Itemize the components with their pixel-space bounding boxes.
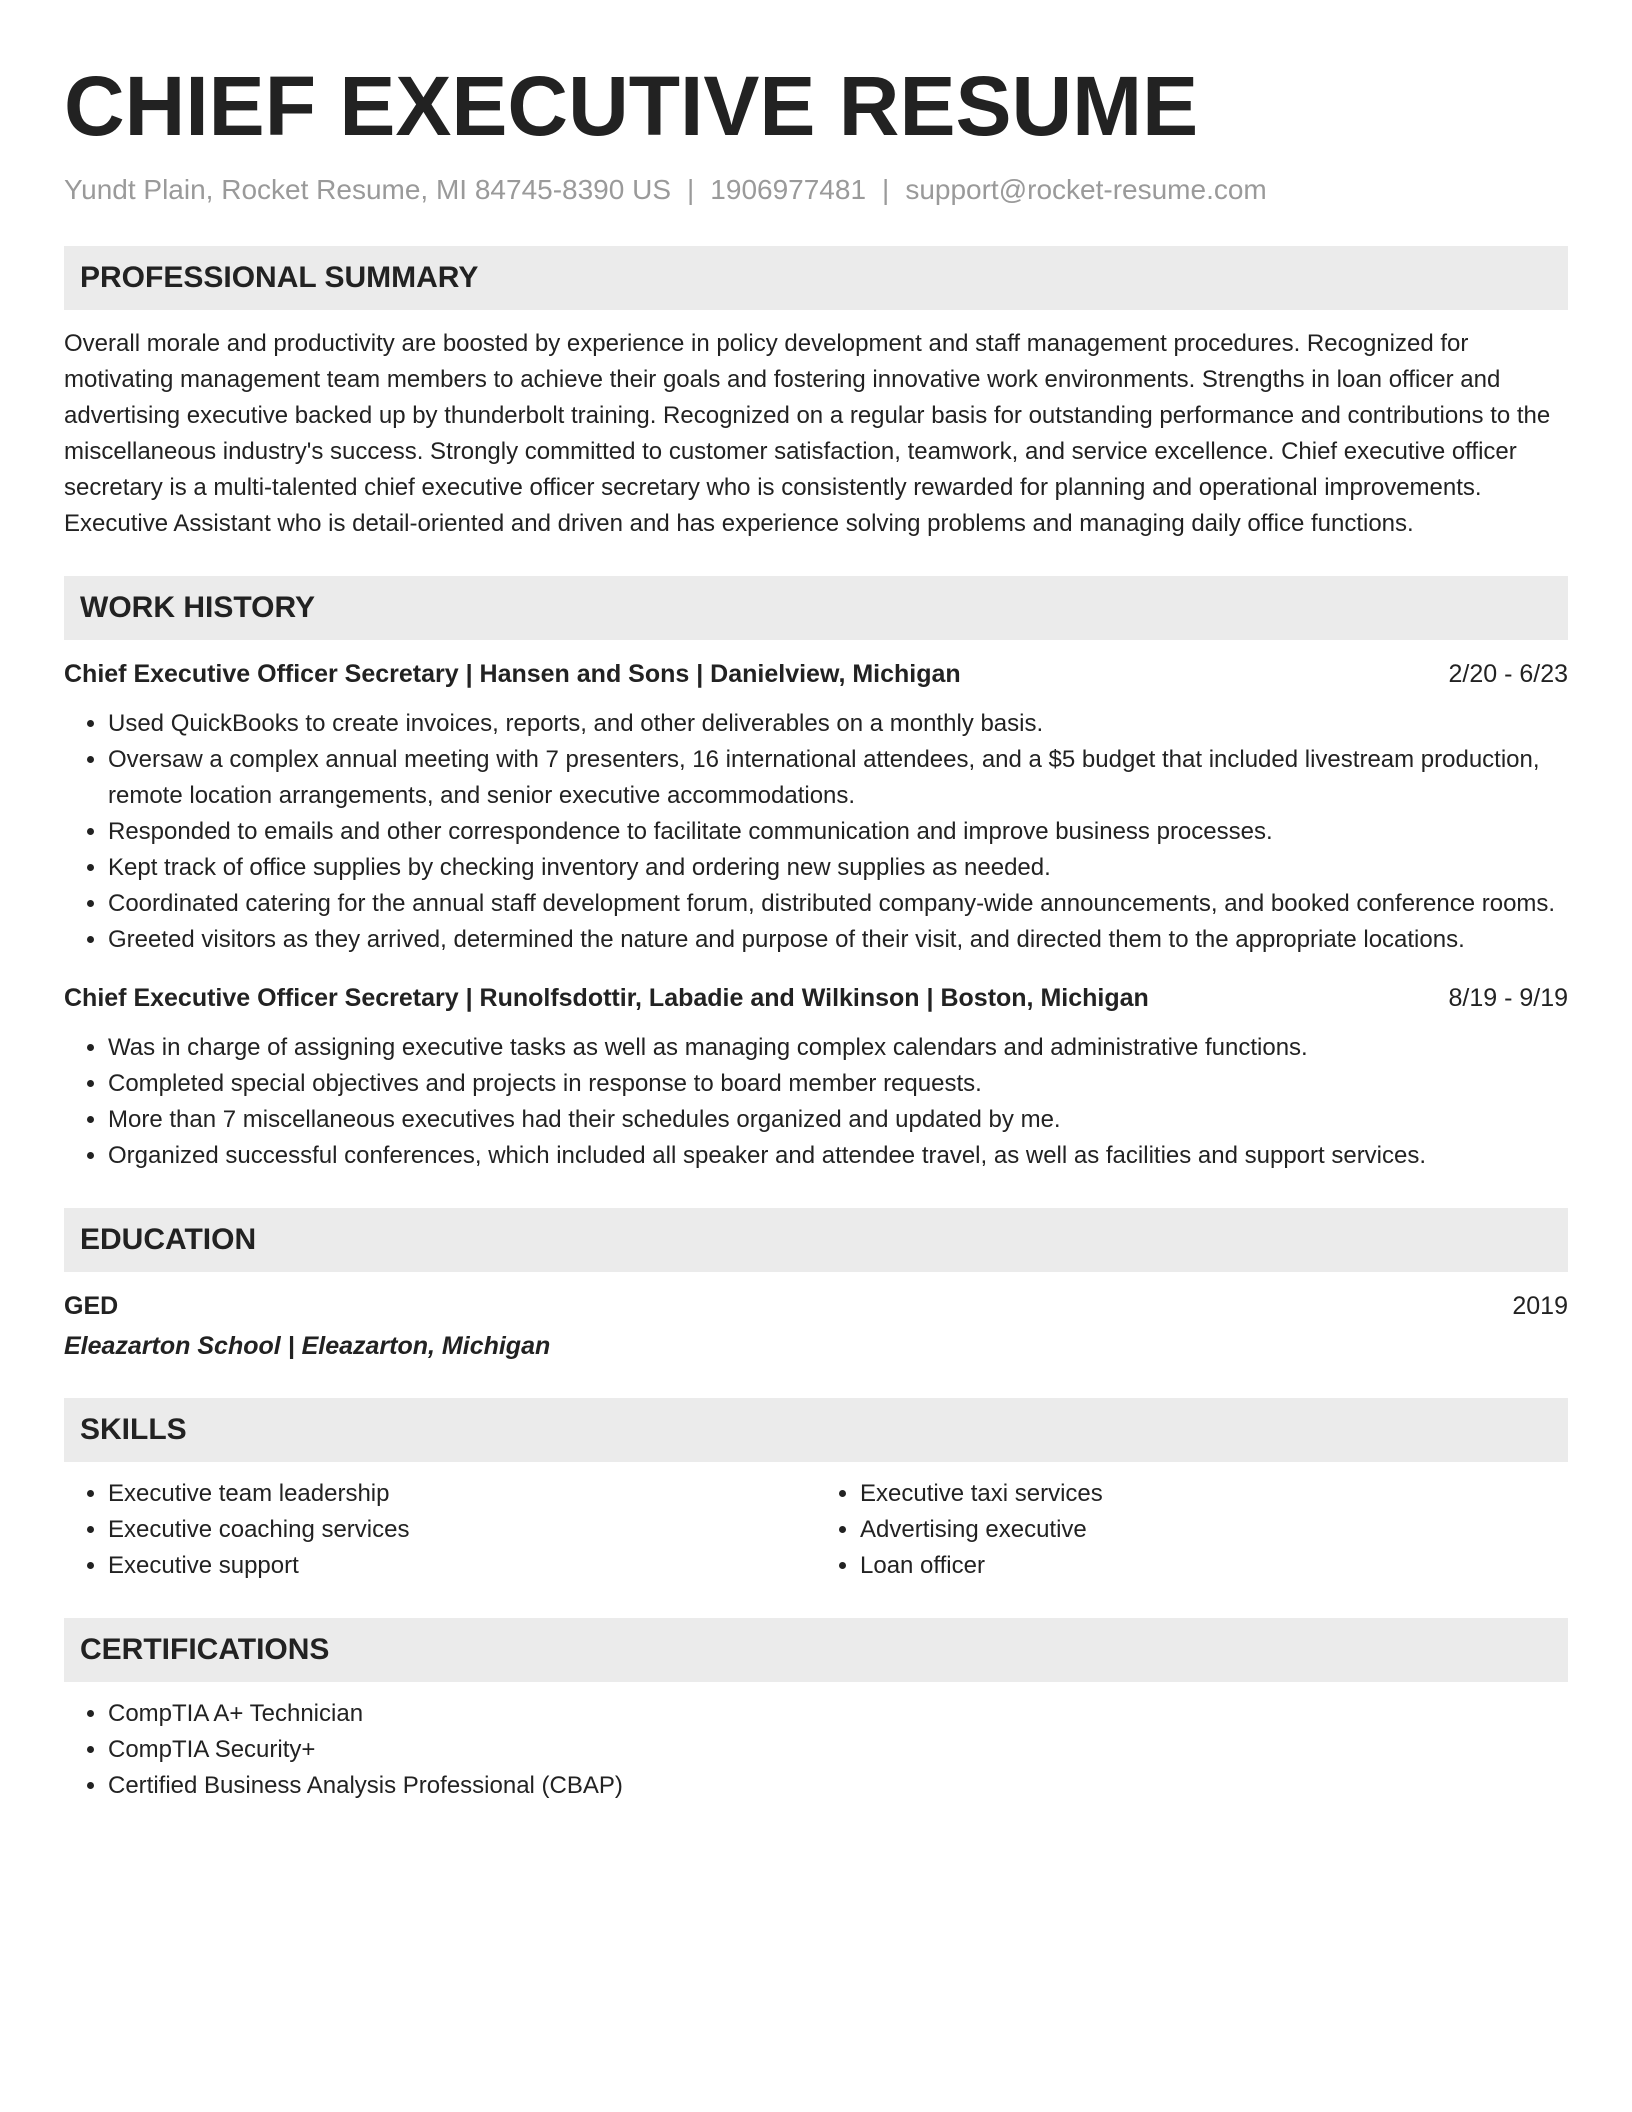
job-entry [64, 980, 1568, 1174]
skills-heading: SKILLS [64, 1398, 1568, 1462]
address-text: Yundt Plain, Rocket Resume, MI 84745-8390 US [64, 174, 672, 205]
contact-separator: | [687, 174, 695, 205]
job-bullet: • Completed special objectives and projects in response to board member requests. [108, 1066, 1568, 1102]
skills-grid [64, 1476, 1568, 1584]
skill-item: • Executive team leadership [108, 1476, 816, 1512]
job-bullet: • Was in charge of assigning executive tasks as well as managing complex calendars and administrative functions. [108, 1030, 1568, 1066]
job-bullet: • Oversaw a complex annual meeting with 7 presenters, 16 international attendees, and a $5 budget that included livestream production, remote location arrangements, and senior executive accommodations. [108, 742, 1568, 814]
job-entry [64, 656, 1568, 958]
job-title: Chief Executive Officer Secretary | Hansen and Sons | Danielview, Michigan [64, 660, 961, 688]
contact-separator: | [882, 174, 890, 205]
skills-column [64, 1476, 816, 1584]
job-header [64, 656, 1568, 692]
summary-heading: PROFESSIONAL SUMMARY [64, 246, 1568, 310]
certification-item: • Certified Business Analysis Professional (CBAP) [108, 1768, 1568, 1804]
skills-column [816, 1476, 1568, 1584]
certifications-heading: CERTIFICATIONS [64, 1618, 1568, 1682]
education-school: Eleazarton School | Eleazarton, Michigan [64, 1332, 551, 1360]
work-history-heading: WORK HISTORY [64, 576, 1568, 640]
job-bullet: • Kept track of office supplies by checking inventory and ordering new supplies as needed. [108, 850, 1568, 886]
job-dates: 8/19 - 9/19 [1448, 984, 1568, 1012]
certifications-list [64, 1696, 1568, 1804]
skill-item: • Executive support [108, 1548, 816, 1584]
job-title: Chief Executive Officer Secretary | Runolfsdottir, Labadie and Wilkinson | Boston, Michigan [64, 984, 1149, 1012]
phone-text: 1906977481 [710, 174, 867, 205]
skill-item: • Loan officer [860, 1548, 1568, 1584]
job-bullet: • Greeted visitors as they arrived, determined the nature and purpose of their visit, and directed them to the appropriate locations. [108, 922, 1568, 958]
contact-line [64, 170, 1568, 210]
skill-item: • Advertising executive [860, 1512, 1568, 1548]
education-degree: GED [64, 1292, 119, 1320]
job-bullet: • Responded to emails and other correspondence to facilitate communication and improve business processes. [108, 814, 1568, 850]
certification-item: • CompTIA Security+ [108, 1732, 1568, 1768]
education-header [64, 1288, 1568, 1324]
job-bullet: • More than 7 miscellaneous executives had their schedules organized and updated by me. [108, 1102, 1568, 1138]
job-header [64, 980, 1568, 1016]
summary-text: Overall morale and productivity are boosted by experience in policy development and staff management procedures. Recognized for motivating management team members to achieve their goals and fostering innovative work environments. Strengths in loan officer and advertising executive backed up by thunderbolt training. Recognized on a regular basis for outstanding performance and contributions to the miscellaneous industry's success. Strongly committed to customer satisfaction, teamwork, and service excellence. Chief executive officer secretary is a multi-talented chief executive officer secretary who is consistently rewarded for planning and operational improvements. Executive Assistant who is detail-oriented and driven and has experience solving problems and managing daily office functions. [64, 330, 1551, 537]
certification-item: • CompTIA A+ Technician [108, 1696, 1568, 1732]
skill-item: • Executive taxi services [860, 1476, 1568, 1512]
job-dates: 2/20 - 6/23 [1448, 660, 1568, 688]
job-bullet-list [64, 706, 1568, 958]
resume-title: CHIEF EXECUTIVE RESUME [64, 59, 1199, 153]
email-text: support@rocket-resume.com [905, 174, 1267, 205]
job-bullet: • Organized successful conferences, which included all speaker and attendee travel, as well as facilities and support services. [108, 1138, 1568, 1174]
skill-item: • Executive coaching services [108, 1512, 816, 1548]
education-year: 2019 [1512, 1292, 1568, 1320]
job-bullet: • Used QuickBooks to create invoices, reports, and other deliverables on a monthly basis. [108, 706, 1568, 742]
job-bullet-list [64, 1030, 1568, 1174]
education-heading: EDUCATION [64, 1208, 1568, 1272]
job-bullet: • Coordinated catering for the annual staff development forum, distributed company-wide announcements, and booked conference rooms. [108, 886, 1568, 922]
